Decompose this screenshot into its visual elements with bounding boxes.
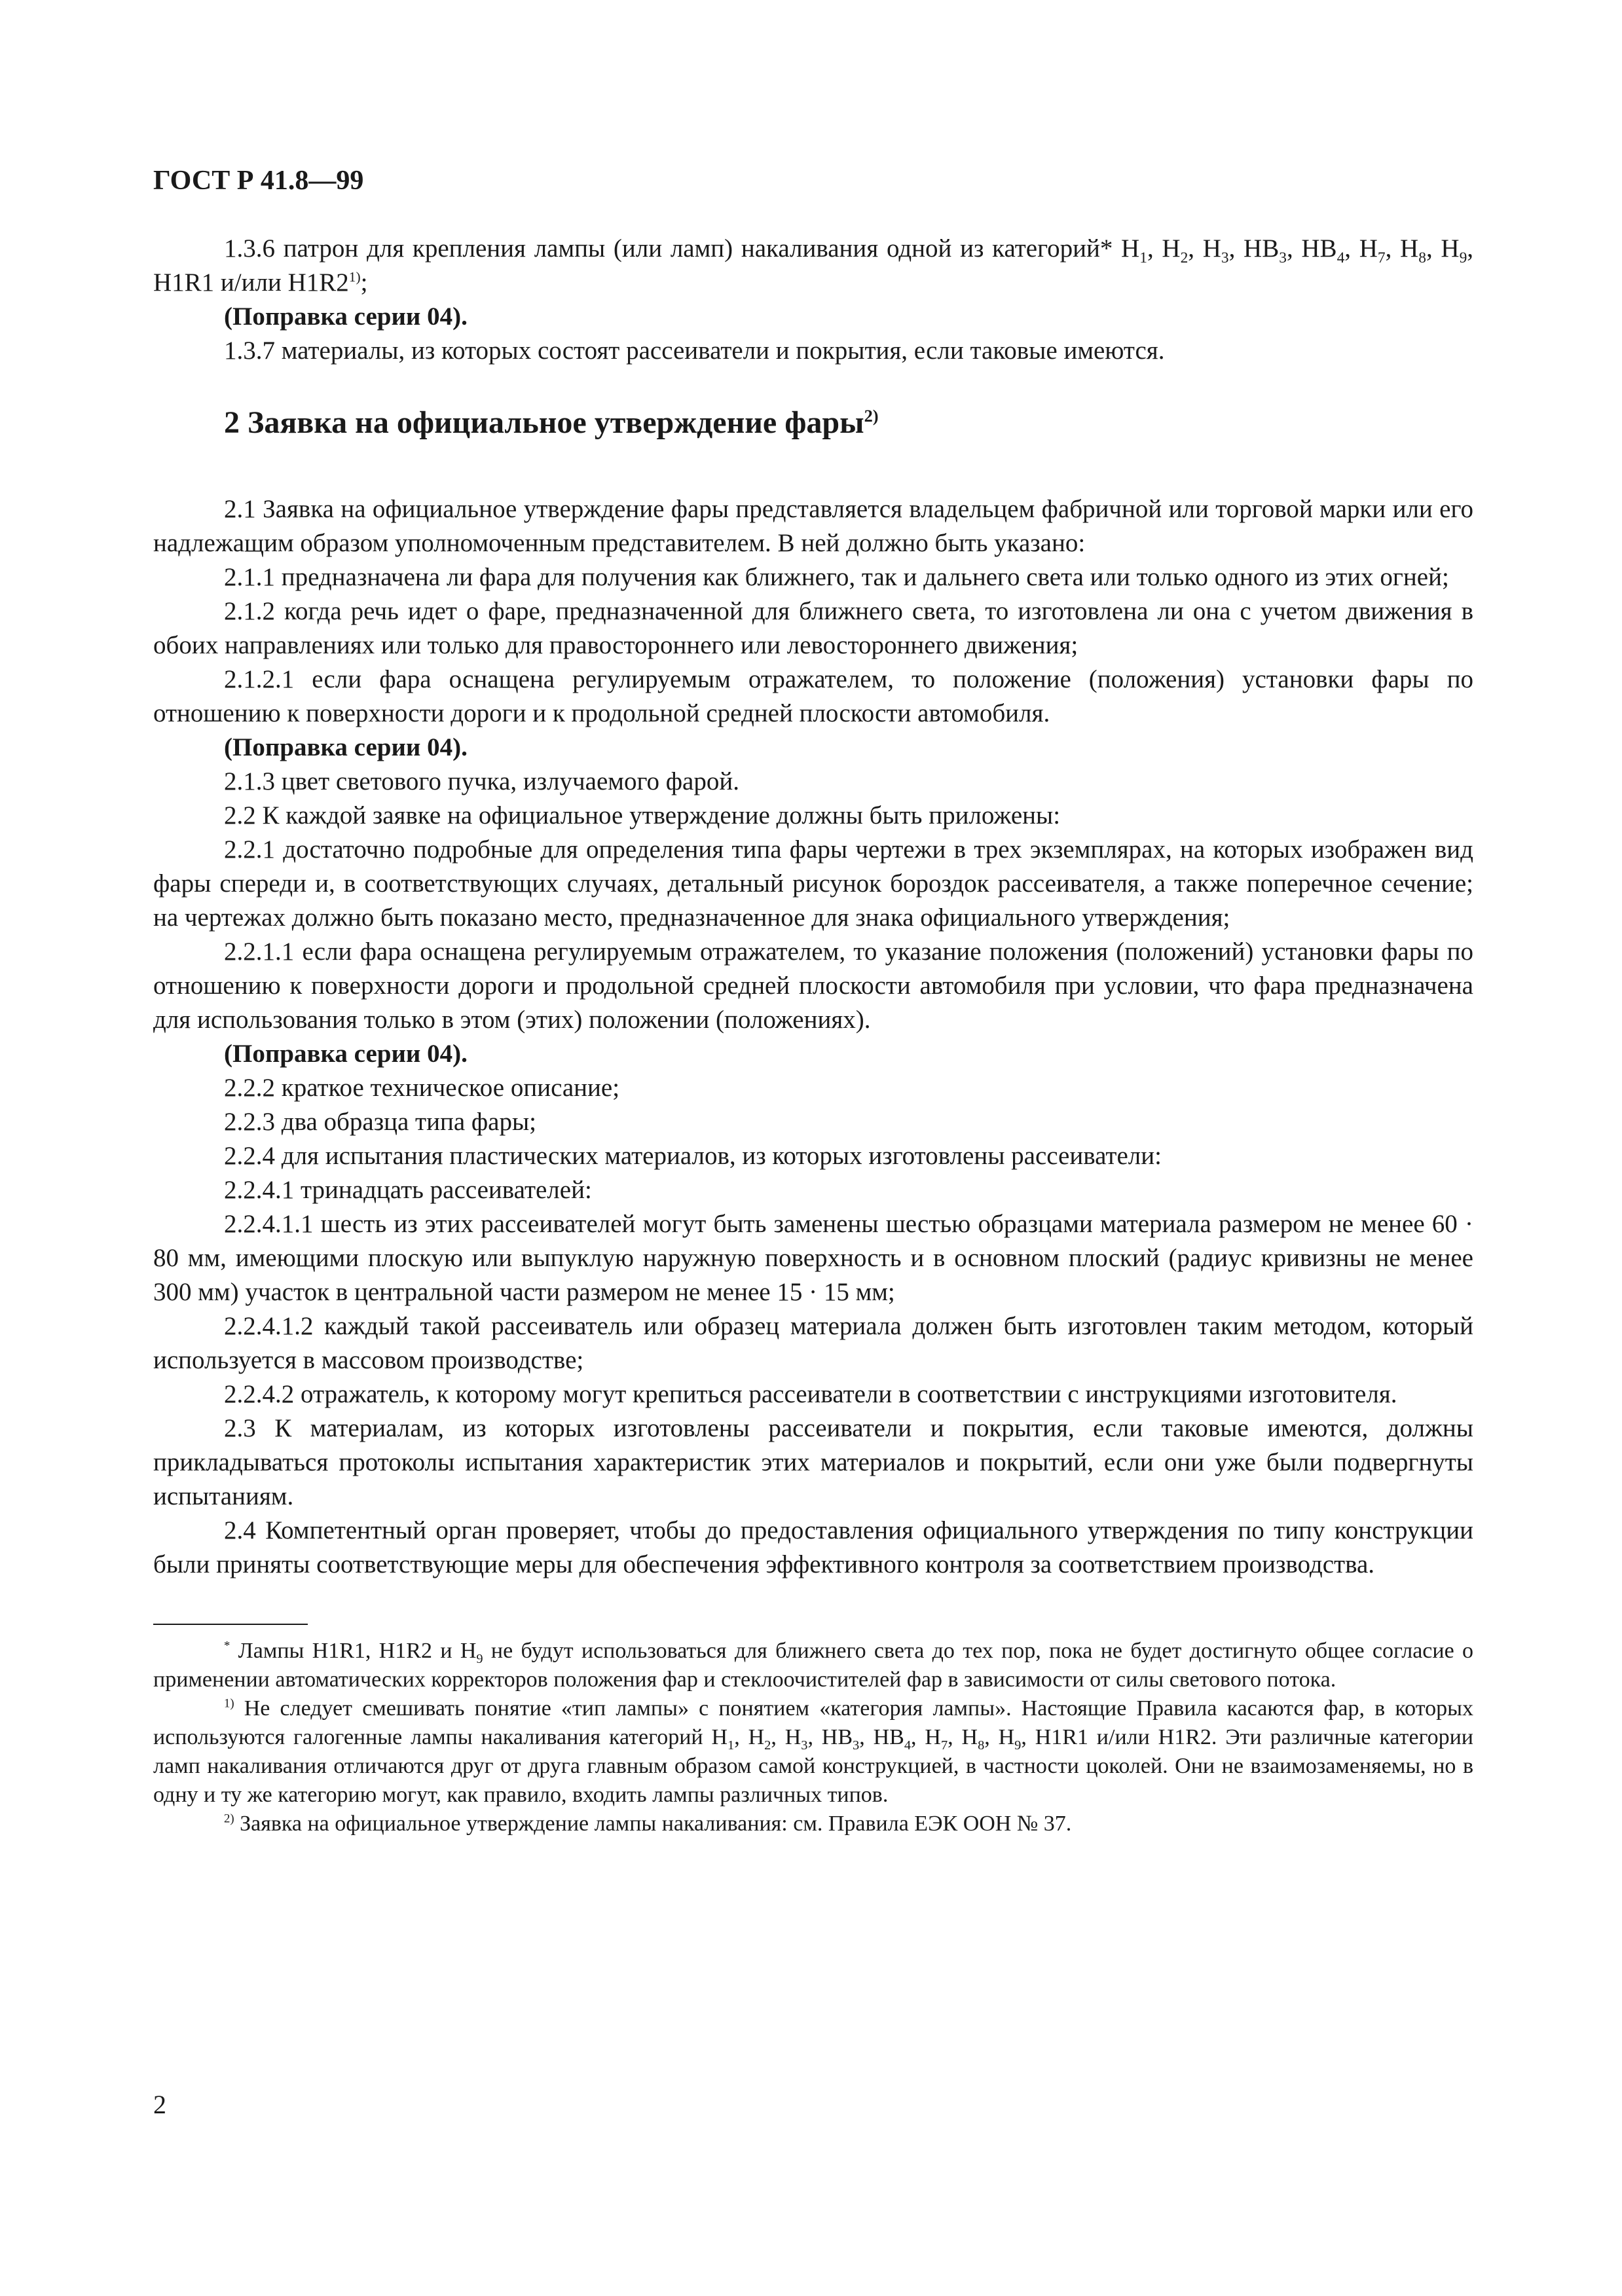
clause-2-2: 2.2 К каждой заявке на официальное утверждение должны быть приложены:: [224, 801, 1061, 829]
clause-2-1-1: 2.1.1 предназначена ли фара для получения как ближнего, так и дальнего света или только одного из этих огней;: [224, 563, 1449, 591]
clause-2-1-2: 2.1.2 когда речь идет о фаре, предназначенной для ближнего света, то изготовлена ли она с учетом движения в обоих направлениях или только для правостороннего или левостороннего движения;: [153, 597, 1473, 659]
clause-2-2-1-1: 2.2.1.1 если фара оснащена регулируемым отражателем, то указание положения (положений) установки фары по отношению к поверхности дороги и продольной средней плоскости автомобиля при условии, что фара предназначена для использования только в этом (этих) положении (положениях).: [153, 938, 1473, 1034]
document-body: [153, 232, 1473, 1582]
footnote-divider: [153, 1624, 308, 1625]
page-number: 2: [153, 2090, 166, 2119]
clause-2-1: 2.1 Заявка на официальное утверждение фары представляется владельцем фабричной или торговой марки или его надлежащим образом уполномоченным представителем. В ней должно быть указано:: [153, 495, 1473, 557]
clause-2-2-1: 2.2.1 достаточно подробные для определения типа фары чертежи в трех экземплярах, на которых изображен вид фары спереди и, в соответствующих случаях, детальный рисунок бороздок рассеивателя, а также поперечное сечение; на чертежах должно быть показано место, предназначенное для знака официального утверждения;: [153, 835, 1473, 932]
clause-2-2-4-1: 2.2.4.1 тринадцать рассеивателей:: [224, 1176, 592, 1204]
amendment-note: (Поправка серии 04).: [224, 733, 468, 761]
clause-2-1-2-1: 2.1.2.1 если фара оснащена регулируемым отражателем, то положение (положения) установки фары по отношению к поверхности дороги и к продольной средней плоскости автомобиля.: [153, 665, 1473, 727]
section-heading: 2 Заявка на официальное утверждение фары$^{2)}$: [224, 405, 879, 440]
footnote-ref-1: 1): [348, 269, 361, 285]
clause-2-3: 2.3 К материалам, из которых изготовлены рассеиватели и покрытия, если таковые имеются, должны прикладываться протоколы испытания характеристик этих материалов и покрытий, если они уже были подвергнуты испытаниям.: [153, 1414, 1473, 1510]
clause-2-1-3: 2.1.3 цвет светового пучка, излучаемого фарой.: [224, 767, 739, 795]
clause-2-2-4-2: 2.2.4.2 отражатель, к которому могут крепиться рассеиватели в соответствии с инструкциями изготовителя.: [224, 1380, 1397, 1408]
footnote-ref-2: 2): [864, 406, 879, 426]
document-id: ГОСТ Р 41.8—99: [153, 166, 364, 196]
clause-2-4: 2.4 Компетентный орган проверяет, чтобы до предоставления официального утверждения по типу конструкции были приняты соответствующие меры для обеспечения эффективного контроля за соответствием производства.: [153, 1516, 1473, 1578]
clause-2-2-3: 2.2.3 два образца типа фары;: [224, 1108, 537, 1136]
footnote-1: $^{1)}$ Не следует смешивать понятие «тип лампы» с понятием «категория лампы». Настоящие Правила касаются фар, в которых используются галогенные лампы накаливания категорий $H_1$, $H_2$, $H_3$, $HB_3$, $HB_4$, $H_7$, $H_8$, $H_9$, H1R1 и/или H1R2. Эти различные категории ламп накаливания отличаются друг от друга главным образом самой конструкцией, в частности цоколей. Они не взаимозаменяемы, но в одну и ту же категорию могут, как правило, входить лампы различных типов.: [153, 1696, 1473, 1807]
clause-1-3-7: 1.3.7 материалы, из которых состоят рассеиватели и покрытия, если таковые имеются.: [224, 337, 1165, 365]
clause-2-2-2: 2.2.2 краткое техническое описание;: [224, 1074, 620, 1102]
amendment-note: (Поправка серии 04).: [224, 302, 468, 331]
amendment-note: (Поправка серии 04).: [224, 1040, 468, 1068]
clause-1-3-6: 1.3.6 патрон для крепления лампы (или ламп) накаливания одной из категорий* $H_1$, $H_2$, $H_3$, $HB_3$, $HB_4$, $H_7$, $H_8$, $H_9$, H1R1 и/или H1R2$^{1)}$;: [153, 234, 1474, 297]
footnotes: [153, 1637, 1473, 1838]
document-page: [153, 164, 1473, 1838]
clause-2-2-4: 2.2.4 для испытания пластических материалов, из которых изготовлены рассеиватели:: [224, 1142, 1162, 1170]
clause-2-2-4-1-2: 2.2.4.1.2 каждый такой рассеиватель или образец материала должен быть изготовлен таким методом, который используется в массовом производстве;: [153, 1312, 1473, 1374]
footnote-2: $^{2)}$ Заявка на официальное утверждение лампы накаливания: см. Правила ЕЭК ООН № 37.: [224, 1812, 1072, 1836]
clause-2-2-4-1-1: 2.2.4.1.1 шесть из этих рассеивателей могут быть заменены шестью образцами материала размером не менее 60 · 80 мм, имеющими плоскую или выпуклую наружную поверхность и в основном плоский (радиус кривизны не менее 300 мм) участок в центральной части размером не менее 15 · 15 мм;: [153, 1210, 1473, 1306]
footnote-star: * Лампы H1R1, H1R2 и $H_9$ не будут использоваться для ближнего света до тех пор, пока не будет достигнуто общее согласие о применении автоматических корректоров положения фар и стеклоочистителей фар в зависимости от силы светового потока.: [153, 1639, 1473, 1692]
